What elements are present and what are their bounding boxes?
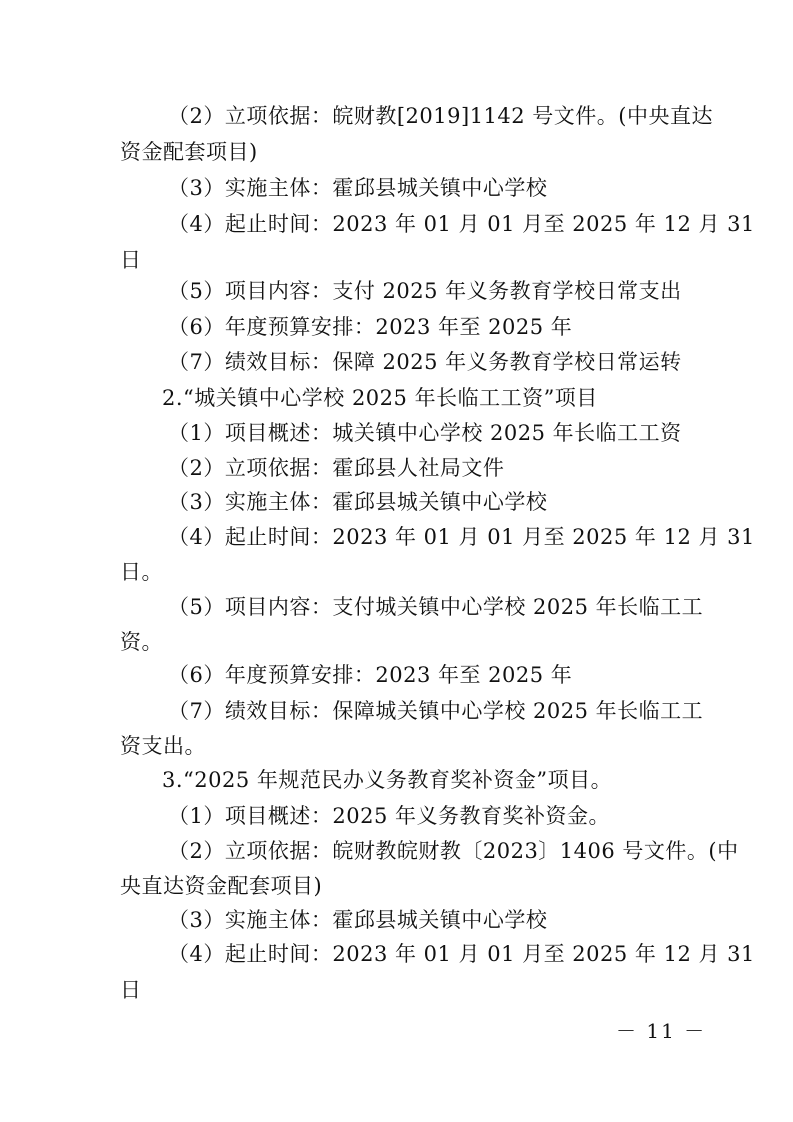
text-line: （3）实施主体：霍邱县城关镇中心学校 (168, 176, 548, 200)
text-line: 资支出。 (120, 734, 206, 758)
text-line: （4）起止时间：2023 年 01 月 01 月至 2025 年 12 月 31 (168, 942, 755, 966)
text-line: 日 (120, 978, 142, 1002)
text-line: （3）实施主体：霍邱县城关镇中心学校 (168, 908, 548, 932)
text-line: 央直达资金配套项目) (120, 874, 323, 898)
text-line: 日。 (120, 560, 163, 584)
page-number: － 11 － (616, 1019, 707, 1043)
text-line: （6）年度预算安排：2023 年至 2025 年 (168, 663, 573, 687)
text-line: （2）立项依据：霍邱县人社局文件 (168, 456, 505, 480)
section-heading: 2.“城关镇中心学校 2025 年长临工工资”项目 (162, 386, 598, 410)
text-line: （5）项目内容：支付城关镇中心学校 2025 年长临工工 (168, 595, 704, 619)
text-line: （6）年度预算安排：2023 年至 2025 年 (168, 315, 573, 339)
text-line: 日 (120, 248, 142, 272)
text-line: （1）项目概述：2025 年义务教育奖补资金。 (168, 804, 610, 828)
text-line: （2）立项依据：皖财教[2019]1142 号文件。(中央直达 (168, 104, 713, 128)
text-line: 资。 (120, 630, 163, 654)
text-line: （7）绩效目标：保障城关镇中心学校 2025 年长临工工 (168, 699, 704, 723)
text-line: 资金配套项目) (120, 140, 258, 164)
text-line: （2）立项依据：皖财教皖财教〔2023〕1406 号文件。(中 (168, 839, 739, 863)
text-line: （1）项目概述：城关镇中心学校 2025 年长临工工资 (168, 421, 682, 445)
section-heading: 3.“2025 年规范民办义务教育奖补资金”项目。 (162, 768, 613, 792)
text-line: （7）绩效目标：保障 2025 年义务教育学校日常运转 (168, 350, 682, 374)
text-line: （3）实施主体：霍邱县城关镇中心学校 (168, 490, 548, 514)
text-line: （4）起止时间：2023 年 01 月 01 月至 2025 年 12 月 31 (168, 212, 755, 236)
text-line: （5）项目内容：支付 2025 年义务教育学校日常支出 (168, 279, 682, 303)
text-line: （4）起止时间：2023 年 01 月 01 月至 2025 年 12 月 31 (168, 525, 755, 549)
